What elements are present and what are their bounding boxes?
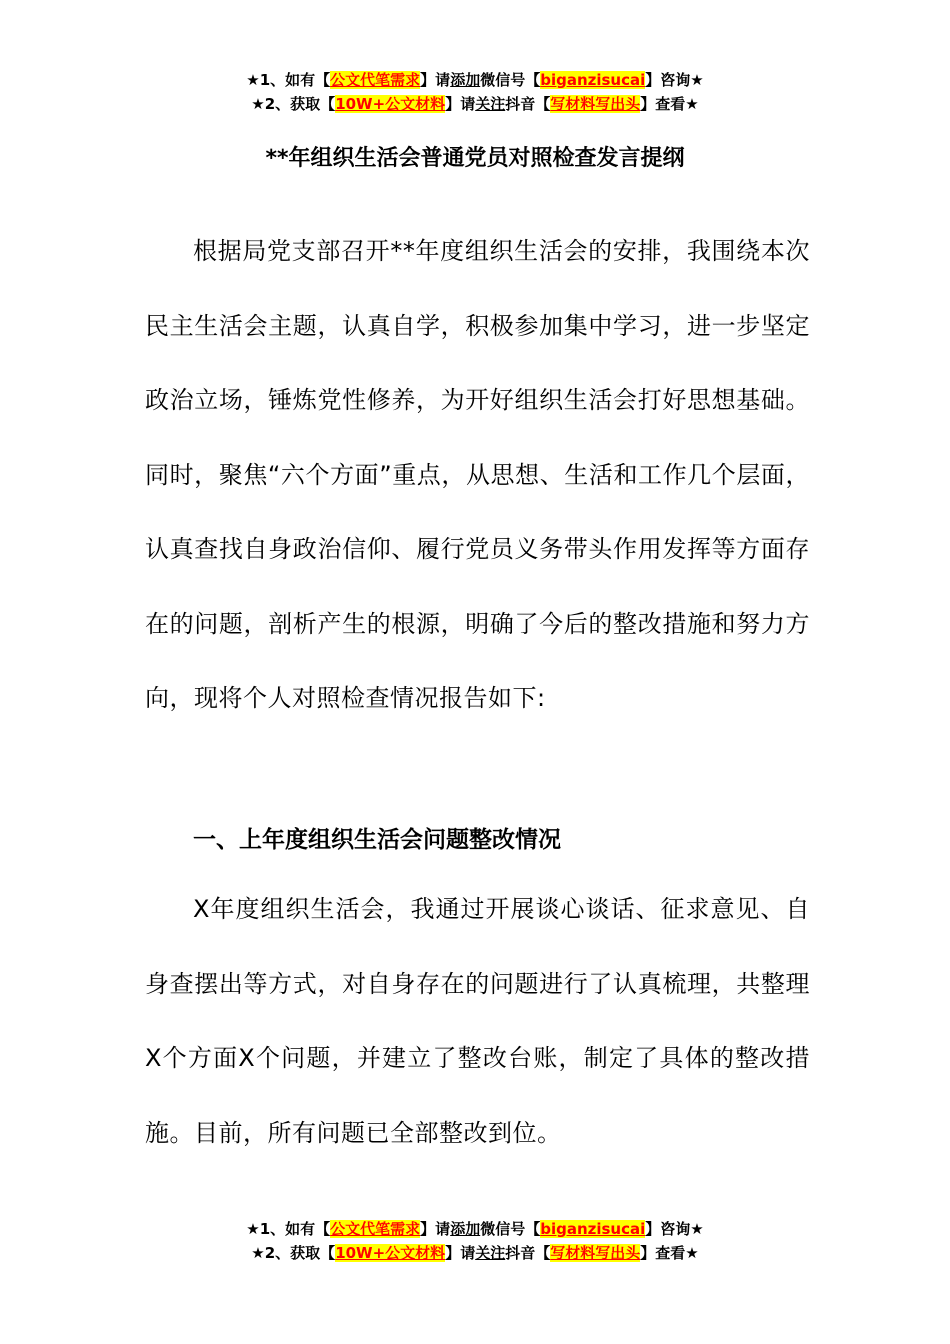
banner-highlight-wechat-id: biganzisucai [540, 71, 646, 89]
top-banner [0, 68, 950, 116]
banner-highlight-douyin-account: 写材料写出头 [550, 1244, 641, 1262]
banner-underlined-add: 添加 [450, 1220, 481, 1238]
banner-line-1 [0, 68, 950, 92]
banner-highlight-service: 公文代笔需求 [330, 71, 421, 89]
banner-highlight-wechat-id: biganzisucai [540, 1220, 646, 1238]
banner-underlined-follow: 关注 [475, 1244, 506, 1262]
section-1-paragraph: X年度组织生活会，我通过开展谈心谈话、征求意见、自身查摆出等方式，对自身存在的问题进行了认真梳理，共整理X个方面X个问题，并建立了整改台账，制定了具体的整改措施。目前，所有问题已全部整改到位。 [145, 895, 810, 1147]
banner-line-1 [0, 1217, 950, 1241]
banner-line-1-mid2: 微信号【 [480, 1220, 541, 1238]
banner-line-2-suffix: 】查看★ [640, 95, 699, 113]
banner-line-2-mid1: 】请 [445, 95, 476, 113]
section-heading-1: 一、上年度组织生活会问题整改情况 [193, 827, 561, 853]
banner-line-1-mid2: 微信号【 [480, 71, 541, 89]
banner-highlight-service: 公文代笔需求 [330, 1220, 421, 1238]
banner-highlight-douyin-account: 写材料写出头 [550, 95, 641, 113]
banner-line-2 [0, 1241, 950, 1265]
document-title: **年组织生活会普通党员对照检查发言提纲 [265, 145, 685, 171]
banner-line-2-mid2: 抖音【 [505, 1244, 551, 1262]
banner-underlined-add: 添加 [450, 71, 481, 89]
intro-paragraph: 根据局党支部召开**年度组织生活会的安排，我围绕本次民主生活会主题，认真自学，积极参加集中学习，进一步坚定政治立场，锤炼党性修养，为开好组织生活会打好思想基础。同时，聚焦“六个方面”重点，从思想、生活和工作几个层面，认真查找自身政治信仰、履行党员义务带头作用发挥等方面存在的问题，剖析产生的根源，明确了今后的整改措施和努力方向，现将个人对照检查情况报告如下: [145, 237, 810, 712]
banner-line-1-prefix: ★1、如有【 [246, 1220, 331, 1238]
banner-underlined-follow: 关注 [475, 95, 506, 113]
banner-line-1-mid1: 】请 [420, 1220, 451, 1238]
bottom-banner [0, 1217, 950, 1265]
banner-highlight-materials: 10W+公文材料 [335, 1244, 446, 1262]
banner-line-2-mid2: 抖音【 [505, 95, 551, 113]
banner-line-1-mid1: 】请 [420, 71, 451, 89]
banner-line-2-suffix: 】查看★ [640, 1244, 699, 1262]
banner-line-2-prefix: ★2、获取【 [251, 95, 336, 113]
banner-line-1-suffix: 】咨询★ [645, 71, 704, 89]
banner-highlight-materials: 10W+公文材料 [335, 95, 446, 113]
banner-line-1-suffix: 】咨询★ [645, 1220, 704, 1238]
banner-line-1-prefix: ★1、如有【 [246, 71, 331, 89]
banner-line-2-mid1: 】请 [445, 1244, 476, 1262]
banner-line-2 [0, 92, 950, 116]
banner-line-2-prefix: ★2、获取【 [251, 1244, 336, 1262]
